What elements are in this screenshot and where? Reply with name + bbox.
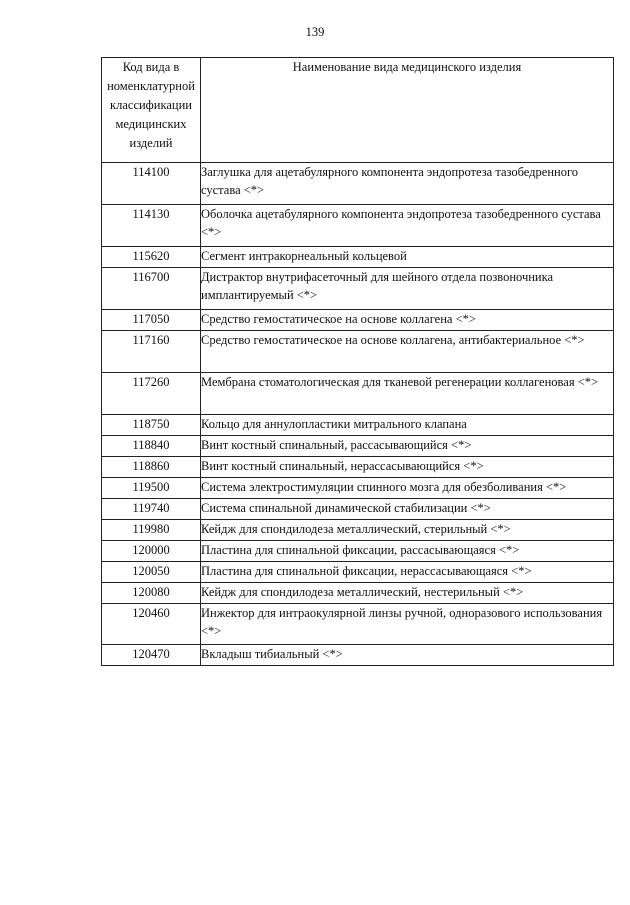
row-code: 120000 bbox=[102, 541, 201, 562]
row-name: Кольцо для аннулопластики митрального клапана bbox=[201, 415, 614, 436]
row-code: 115620 bbox=[102, 247, 201, 268]
table-row bbox=[102, 457, 614, 478]
row-name: Система электростимуляции спинного мозга для обезболивания <*> bbox=[201, 478, 614, 499]
table-row bbox=[102, 373, 614, 415]
row-code: 118840 bbox=[102, 436, 201, 457]
row-name: Оболочка ацетабулярного компонента эндопротеза тазобедренного сустава <*> bbox=[201, 205, 614, 247]
table-row bbox=[102, 520, 614, 541]
header-code: Код вида в номенклатурной классификации медицинских изделий bbox=[102, 58, 201, 163]
table-row bbox=[102, 478, 614, 499]
row-name: Кейдж для спондилодеза металлический, стерильный <*> bbox=[201, 520, 614, 541]
row-code: 120460 bbox=[102, 604, 201, 645]
row-name: Пластина для спинальной фиксации, рассасывающаяся <*> bbox=[201, 541, 614, 562]
table-row bbox=[102, 268, 614, 310]
row-code: 117260 bbox=[102, 373, 201, 415]
table-row bbox=[102, 499, 614, 520]
table-row bbox=[102, 541, 614, 562]
table-row bbox=[102, 583, 614, 604]
row-code: 117160 bbox=[102, 331, 201, 373]
row-name: Система спинальной динамической стабилизации <*> bbox=[201, 499, 614, 520]
row-name: Винт костный спинальный, рассасывающийся <*> bbox=[201, 436, 614, 457]
table-row bbox=[102, 205, 614, 247]
table-row bbox=[102, 310, 614, 331]
table-row bbox=[102, 163, 614, 205]
table-row bbox=[102, 436, 614, 457]
table-row bbox=[102, 604, 614, 645]
table-row bbox=[102, 645, 614, 666]
row-name: Мембрана стоматологическая для тканевой регенерации коллагеновая <*> bbox=[201, 373, 614, 415]
page-number: 139 bbox=[305, 25, 325, 39]
medical-devices-table bbox=[101, 57, 614, 666]
table-row bbox=[102, 415, 614, 436]
row-code: 120470 bbox=[102, 645, 201, 666]
header-name: Наименование вида медицинского изделия bbox=[201, 58, 614, 163]
table-row bbox=[102, 562, 614, 583]
row-code: 119980 bbox=[102, 520, 201, 541]
row-name: Винт костный спинальный, нерассасывающийся <*> bbox=[201, 457, 614, 478]
row-code: 119500 bbox=[102, 478, 201, 499]
row-code: 114130 bbox=[102, 205, 201, 247]
row-code: 119740 bbox=[102, 499, 201, 520]
row-code: 118860 bbox=[102, 457, 201, 478]
row-name: Инжектор для интраокулярной линзы ручной, одноразового использования <*> bbox=[201, 604, 614, 645]
row-name: Сегмент интракорнеальный кольцевой bbox=[201, 247, 614, 268]
row-name: Вкладыш тибиальный <*> bbox=[201, 645, 614, 666]
row-code: 117050 bbox=[102, 310, 201, 331]
row-name: Средство гемостатическое на основе коллагена <*> bbox=[201, 310, 614, 331]
row-name: Кейдж для спондилодеза металлический, нестерильный <*> bbox=[201, 583, 614, 604]
row-name: Дистрактор внутрифасеточный для шейного отдела позвоночника имплантируемый <*> bbox=[201, 268, 614, 310]
row-name: Средство гемостатическое на основе коллагена, антибактериальное <*> bbox=[201, 331, 614, 373]
row-code: 120080 bbox=[102, 583, 201, 604]
table-row bbox=[102, 331, 614, 373]
table-row bbox=[102, 247, 614, 268]
row-code: 116700 bbox=[102, 268, 201, 310]
row-code: 118750 bbox=[102, 415, 201, 436]
row-code: 120050 bbox=[102, 562, 201, 583]
row-code: 114100 bbox=[102, 163, 201, 205]
row-name: Заглушка для ацетабулярного компонента эндопротеза тазобедренного сустава <*> bbox=[201, 163, 614, 205]
table-header-row bbox=[102, 58, 614, 163]
row-name: Пластина для спинальной фиксации, нерассасывающаяся <*> bbox=[201, 562, 614, 583]
